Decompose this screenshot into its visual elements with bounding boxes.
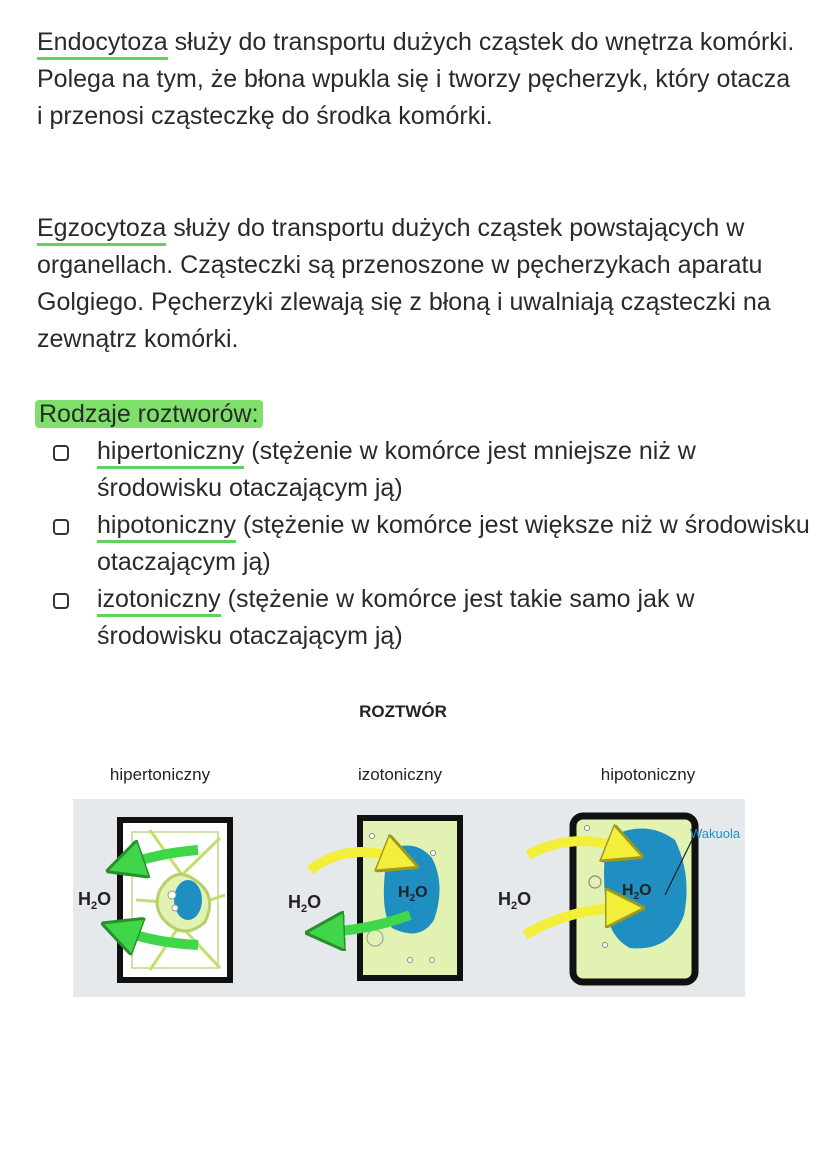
vacuole-water-label: $H_2O$ <box>398 884 428 904</box>
exocytosis-text: służy do transportu dużych cząstek powstających w organellach. Cząsteczki są przenoszone w pęcherzykach aparatu Golgiego. Pęcherzyki zlewają się z błoną i uwalniają cząsteczki na zewnątrz komórki. <box>37 214 771 353</box>
list-item <box>50 581 810 655</box>
checkbox-bullet-icon <box>53 445 69 461</box>
solution-term: izotoniczny <box>97 585 221 617</box>
vacuole-water-label: $H_2O$ <box>622 882 652 902</box>
list-item <box>50 507 810 581</box>
water-label: $H_2O$ <box>288 892 322 915</box>
endocytosis-text: służy do transportu dużych cząstek do wnętrza komórki. Polega na tym, że błona wpukla się i tworzy pęcherzyk, który otacza i przenosi cząsteczkę do środka komórki. <box>37 28 795 130</box>
list-item <box>50 433 810 507</box>
label-hipotoniczny: hipotoniczny <box>600 765 696 784</box>
solution-term: hipotoniczny <box>97 511 236 543</box>
solution-desc: (stężenie w komórce jest większe niż w środowisku otaczającym ją) <box>97 511 810 576</box>
label-hipertoniczny: hipertoniczny <box>109 765 211 784</box>
water-label: $H_2O$ <box>78 889 112 912</box>
checkbox-bullet-icon <box>53 593 69 609</box>
solution-desc: (stężenie w komórce jest takie samo jak w środowisku otaczającym ją) <box>97 585 695 650</box>
endocytosis-paragraph <box>37 24 797 135</box>
exocytosis-term: Egzocytoza <box>37 214 166 246</box>
diagram-title: ROZTWÓR <box>359 702 447 721</box>
solution-types-list <box>50 433 810 655</box>
solution-desc: (stężenie w komórce jest mniejsze niż w środowisku otaczającym ją) <box>97 437 696 502</box>
endocytosis-term: Endocytoza <box>37 28 168 60</box>
exocytosis-paragraph <box>37 210 797 358</box>
checkbox-bullet-icon <box>53 519 69 535</box>
water-label: $H_2O$ <box>498 889 532 912</box>
solution-term: hipertoniczny <box>97 437 244 469</box>
label-izotoniczny: izotoniczny <box>357 765 443 784</box>
solutions-heading: Rodzaje roztworów: <box>35 397 263 431</box>
osmosis-diagram <box>70 690 790 1010</box>
vacuole-label: Wakuola <box>690 826 741 841</box>
